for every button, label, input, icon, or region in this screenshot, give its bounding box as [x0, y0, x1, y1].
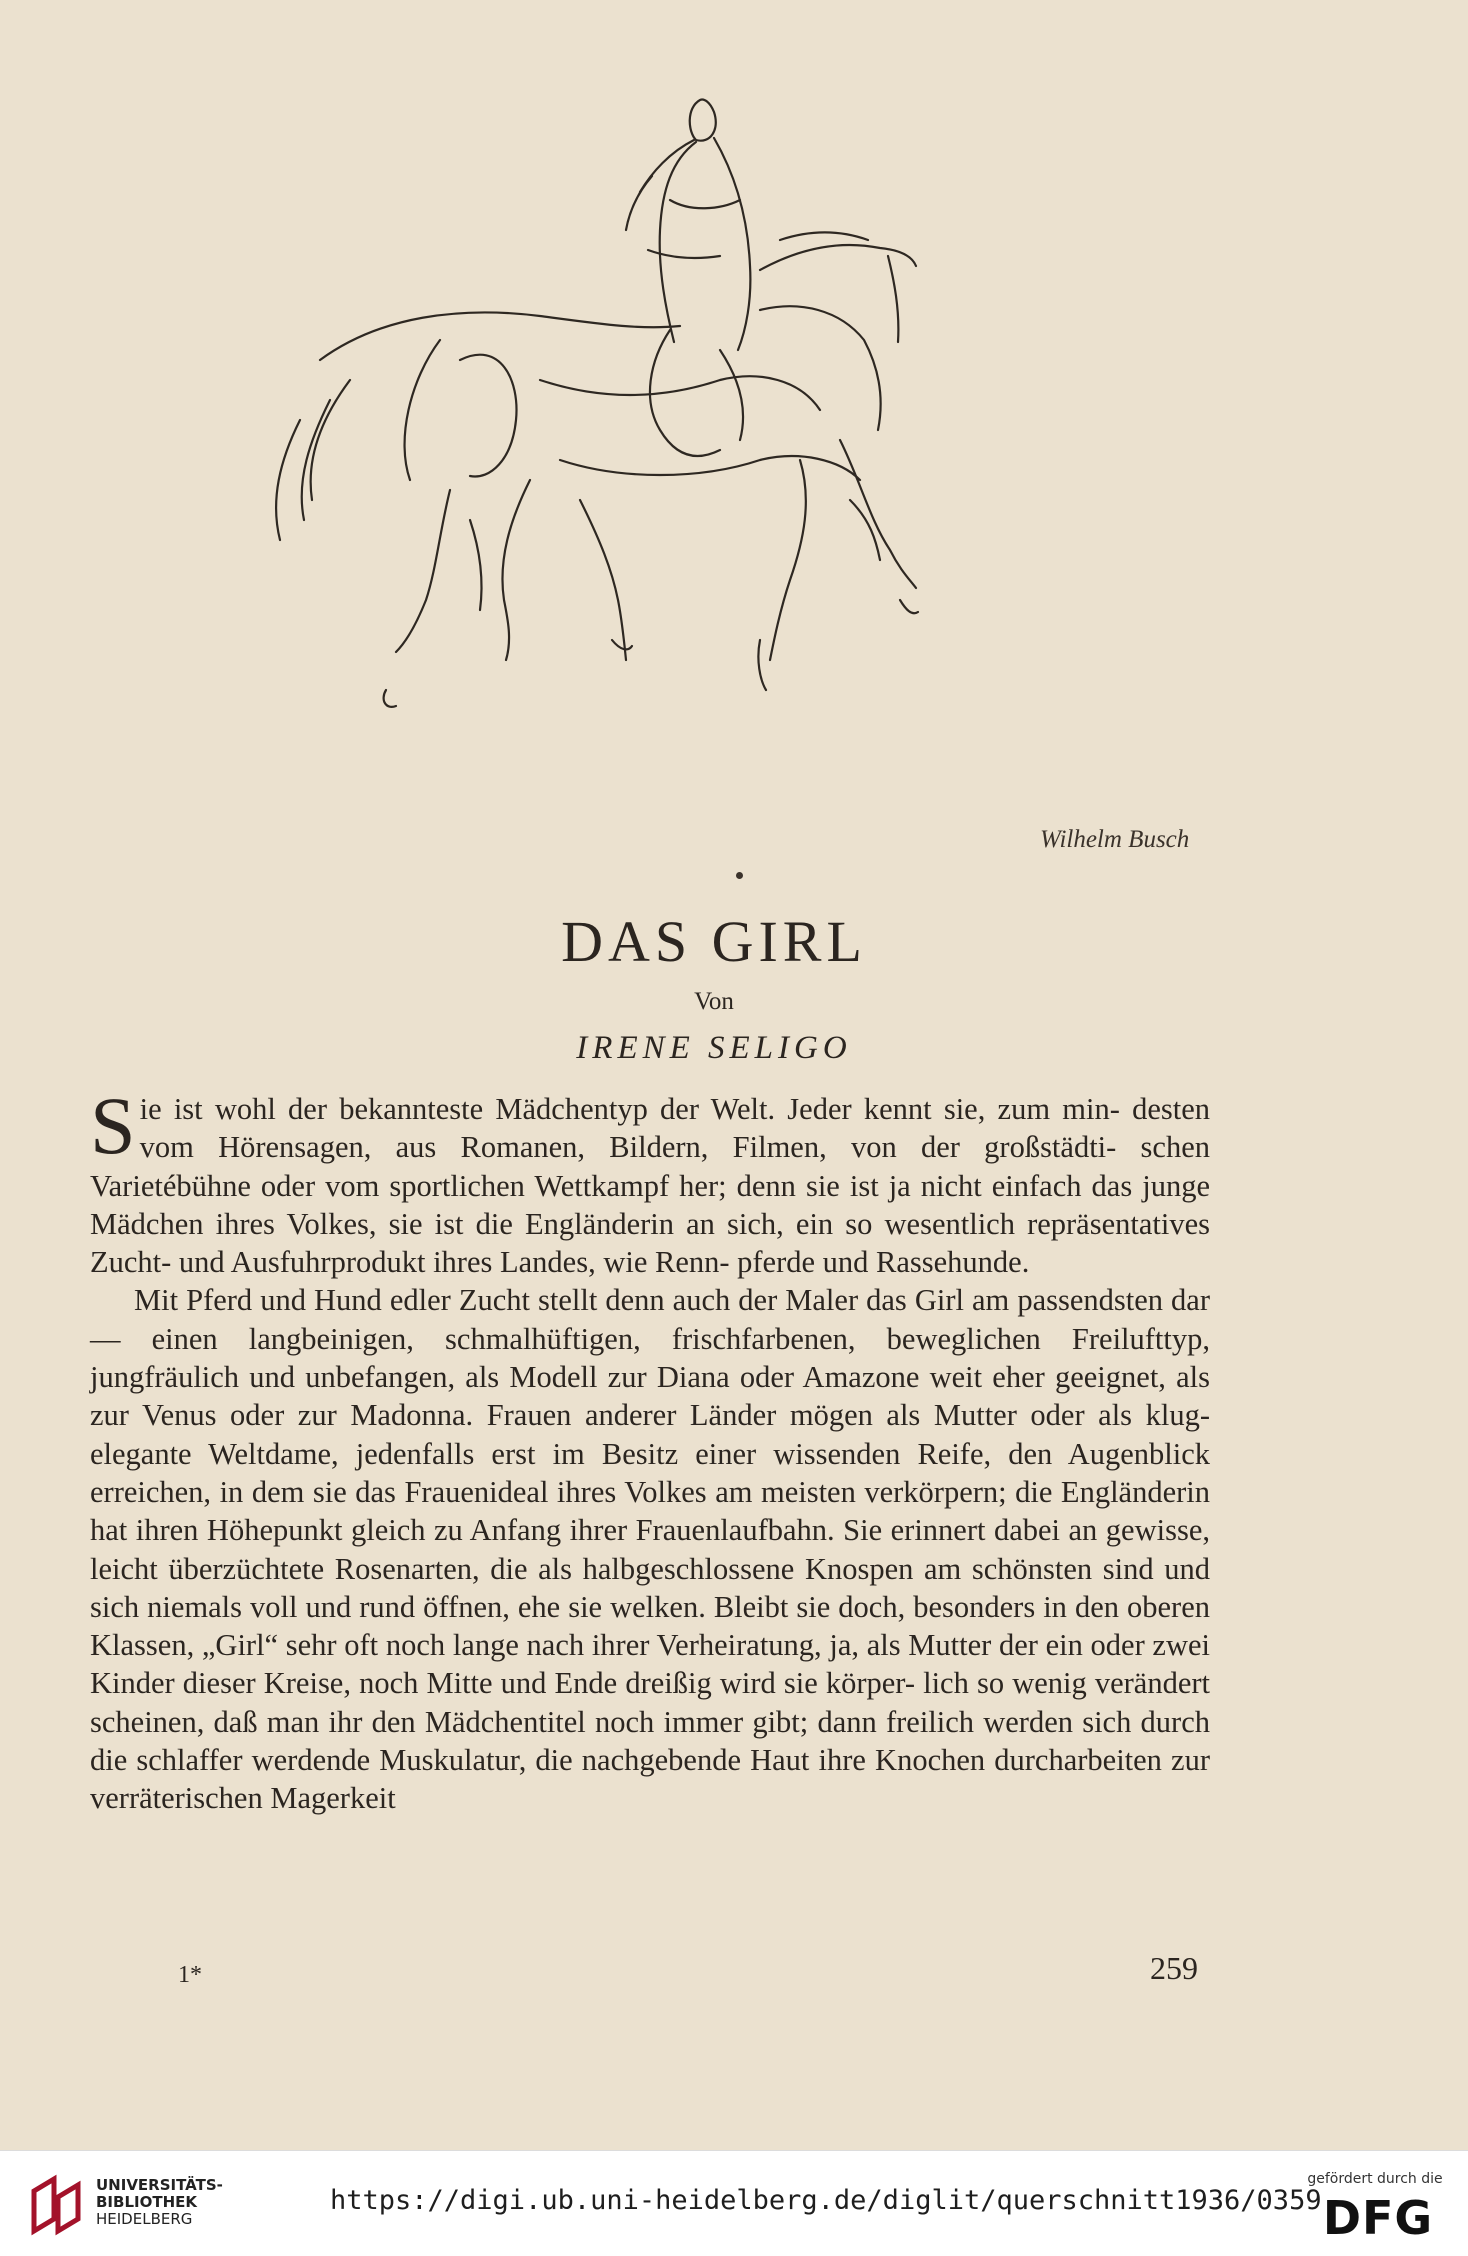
illustration-caption: Wilhelm Busch	[1040, 826, 1190, 853]
article-body	[90, 1080, 1210, 1818]
dfg-logo: DFG	[1322, 2191, 1434, 2245]
page-number: 259	[1150, 1950, 1198, 1986]
signature-mark: 1*	[178, 1962, 202, 1988]
paragraph-text: ie ist wohl der bekannteste Mädchentyp der Welt. Jeder kennt sie, zum min- desten vom Hörensagen, aus Romanen, Bildern, Filmen, von der großstädti- schen Varietébühne oder vom sportlichen Wettkampf her; denn sie ist ja nicht einfach das junge Mädchen ihres Volkes, sie ist die Engländerin an sich, ein so wesentlich repräsentatives Zucht- und Ausfuhrprodukt ihres Landes, wie Renn- pferde und Rassehunde.	[90, 1092, 1210, 1280]
paragraph	[90, 1281, 1210, 1817]
byline-prefix: Von	[694, 988, 734, 1015]
funded-by-label: gefördert durch die	[1307, 2171, 1443, 2187]
drop-cap: S	[90, 1080, 136, 1171]
paragraph-text: Mit Pferd und Hund edler Zucht stellt denn auch der Maler das Girl am passendsten dar — einen langbeinigen, schmalhüftigen, frischfarbenen, beweglichen Freilufttyp, jungfräulich und unbefangen, als Modell zur Diana oder Amazone weit eher geeignet, als zur Venus oder zur Madonna. Frauen anderer Länder mögen als Mutter oder als klug-elegante Weltdame, jedenfalls erst im Besitz einer wissenden Reife, den Augenblick erreichen, in dem sie das Frauenideal ihres Volkes am meisten verkörpern; die Engländerin hat ihren Höhepunkt gleich zu Anfang ihrer Frauenlaufbahn. Sie erinnert dabei an gewisse, leicht überzüchtete Rosenarten, die als halbgeschlossene Knospen am schönsten sind und sich niemals voll und rund öffnen, ehe sie welken. Bleibt sie doch, besonders in den oberen Klassen, „Girl“ sehr oft noch lange nach ihrer Verheiratung, ja, als Mutter der ein oder zwei Kinder dieser Kreise, noch Mitte und Ende dreißig wird sie körper- lich so wenig verändert scheinen, daß man ihr den Mädchentitel noch immer gibt; dann freilich werden sich durch die schlaffer werdende Muskulatur, die nachgebende Haut ihre Knochen durcharbeiten zur verräterischen Magerkeit	[90, 1283, 1210, 1816]
horse-rider-sketch	[200, 80, 1020, 900]
viewer-footer	[0, 2150, 1468, 2256]
library-name: UNIVERSITÄTS- BIBLIOTHEK HEIDELBERG	[96, 2176, 223, 2228]
permalink-url[interactable]: https://digi.ub.uni-heidelberg.de/diglit/querschnitt1936/0359	[330, 2185, 1322, 2216]
article-author: IRENE SELIGO	[576, 1030, 852, 1066]
university-library-logo-icon	[28, 2173, 86, 2237]
paragraph	[90, 1080, 1210, 1281]
article-title: DAS GIRL	[561, 909, 867, 974]
ornament-dot	[736, 872, 743, 879]
